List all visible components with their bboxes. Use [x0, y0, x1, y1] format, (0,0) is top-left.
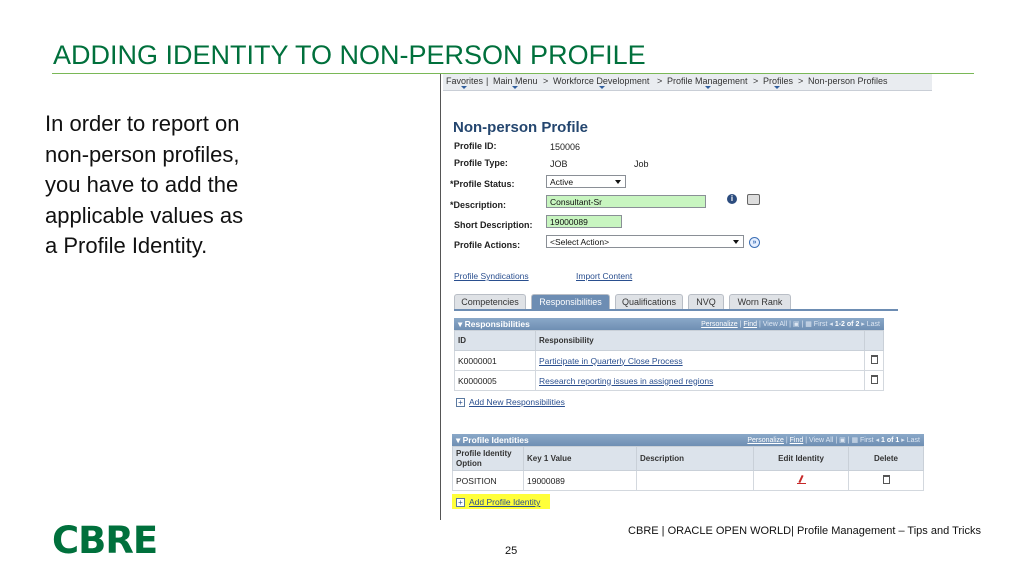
nav-separator: >: [798, 76, 804, 86]
nav-non-person-profiles[interactable]: Non-person Profiles: [808, 76, 888, 86]
profile-actions-label: Profile Actions:: [454, 240, 521, 250]
view-all-link[interactable]: View All: [808, 437, 834, 444]
column-header-edit-identity: Edit Identity: [754, 447, 849, 471]
zoom-icon[interactable]: ▣: [839, 437, 846, 444]
chevron-down-icon[interactable]: [512, 86, 518, 89]
tab-nvq[interactable]: NVQ: [688, 294, 724, 309]
nav-profile-management[interactable]: Profile Management: [667, 76, 748, 86]
responsibilities-grid-header: [454, 318, 884, 330]
chevron-down-icon[interactable]: [705, 86, 711, 89]
trash-icon[interactable]: [871, 375, 878, 384]
profile-identities-grid-header: [452, 434, 924, 446]
column-header-key-value: Key 1 Value: [524, 447, 637, 471]
tab-responsibilities[interactable]: Responsibilities: [531, 294, 610, 309]
column-header-delete: [865, 331, 884, 351]
find-link[interactable]: Find: [743, 321, 758, 328]
last-link[interactable]: Last: [906, 437, 920, 444]
tab-qualifications[interactable]: Qualifications: [615, 294, 683, 309]
import-content-link[interactable]: Import Content: [576, 271, 633, 281]
chevron-down-icon[interactable]: [599, 86, 605, 89]
row-count: 1-2 of 2: [834, 321, 860, 328]
profile-type-label: Profile Type:: [454, 158, 508, 168]
chevron-down-icon: [615, 180, 621, 184]
profile-syndications-link[interactable]: Profile Syndications: [454, 271, 529, 281]
column-header-responsibility: Responsibility: [536, 331, 865, 351]
first-link[interactable]: First: [860, 437, 874, 444]
last-link[interactable]: Last: [866, 321, 880, 328]
column-header-identity-option: Profile Identity Option: [453, 447, 524, 471]
personalize-link[interactable]: Personalize: [701, 321, 738, 328]
profile-type-description: Job: [634, 159, 649, 169]
footer-text: CBRE | ORACLE OPEN WORLD| Profile Management – Tips and Tricks: [628, 525, 981, 537]
tab-worn-rank[interactable]: Worn Rank: [729, 294, 791, 309]
description-field[interactable]: Consultant-Sr: [546, 195, 706, 208]
profile-identities-grid-title: ▾ Profile Identities: [456, 435, 529, 445]
nav-separator: |: [486, 76, 489, 86]
tab-competencies[interactable]: Competencies: [454, 294, 526, 309]
table-row: [455, 371, 884, 391]
profile-status-select[interactable]: [546, 175, 626, 188]
profile-identities-grid-tools: Personalize | Find | View All | ▣ | ▦ First ◂ 1 of 1 ▸ Last: [747, 437, 920, 444]
responsibility-id: K0000005: [455, 371, 536, 391]
next-arrow-icon[interactable]: ▸: [901, 437, 905, 444]
page-number: 25: [505, 545, 518, 557]
nav-workforce-development[interactable]: Workforce Development: [553, 76, 650, 86]
responsibilities-grid-tools: Personalize | Find | View All | ▣ | ▦ First ◂ 1-2 of 2 ▸ Last: [701, 321, 880, 328]
profile-status-label: *Profile Status:: [450, 179, 515, 189]
prev-arrow-icon[interactable]: ◂: [875, 437, 880, 444]
identity-description: [637, 471, 754, 491]
nav-separator: >: [543, 76, 549, 86]
nav-separator: >: [753, 76, 759, 86]
add-profile-identity-link[interactable]: + Add Profile Identity: [456, 497, 540, 507]
short-description-field[interactable]: 19000089: [546, 215, 622, 228]
responsibilities-grid-title: ▾ Responsibilities: [458, 319, 530, 329]
table-row: [455, 351, 884, 371]
responsibility-link[interactable]: Research reporting issues in assigned regions: [536, 371, 865, 391]
edit-pencil-icon[interactable]: [797, 475, 806, 484]
profile-actions-select[interactable]: [546, 235, 744, 248]
trash-icon[interactable]: [871, 355, 878, 364]
page-heading: Non-person Profile: [453, 119, 589, 136]
slide-title: ADDING IDENTITY TO NON-PERSON PROFILE: [53, 40, 646, 70]
row-count: 1 of 1: [881, 437, 900, 444]
body-text: In order to report on non-person profiles, you have to add the applicable values as a Profile Identity.: [45, 111, 244, 258]
first-link[interactable]: First: [813, 321, 828, 328]
trash-icon[interactable]: [883, 475, 890, 484]
identity-option-value: POSITION: [453, 471, 524, 491]
info-icon[interactable]: i: [727, 194, 737, 204]
next-arrow-icon[interactable]: ▸: [861, 321, 865, 328]
peoplesoft-screenshot: [440, 74, 932, 520]
short-description-label: Short Description:: [454, 220, 533, 230]
screenshot-left-border: [440, 74, 441, 520]
nav-profiles[interactable]: Profiles: [763, 76, 794, 86]
personalize-link[interactable]: Personalize: [747, 437, 784, 444]
view-all-link[interactable]: View All: [762, 321, 788, 328]
cbre-logo: CBRE: [52, 519, 158, 562]
go-arrow-icon[interactable]: »: [749, 237, 760, 248]
print-icon[interactable]: [747, 194, 760, 205]
identity-key-value: 19000089: [524, 471, 637, 491]
chevron-down-icon[interactable]: [461, 86, 467, 89]
prev-arrow-icon[interactable]: ◂: [829, 321, 833, 328]
breadcrumb-nav: [443, 74, 932, 91]
download-icon[interactable]: ▦: [805, 321, 812, 328]
profile-actions-value: <Select Action>: [550, 237, 610, 247]
tab-underline: [454, 309, 898, 311]
find-link[interactable]: Find: [789, 437, 804, 444]
column-header-description: Description: [637, 447, 754, 471]
responsibility-link[interactable]: Participate in Quarterly Close Process: [536, 351, 865, 371]
column-header-id: ID: [455, 331, 536, 351]
profile-id-value: 150006: [550, 142, 581, 152]
table-row: [453, 471, 924, 491]
profile-identities-table: [452, 446, 924, 491]
nav-separator: >: [657, 76, 663, 86]
zoom-icon[interactable]: ▣: [792, 321, 800, 328]
column-header-delete: Delete: [849, 447, 924, 471]
plus-icon[interactable]: +: [456, 498, 465, 507]
download-icon[interactable]: ▦: [851, 437, 859, 444]
plus-icon[interactable]: +: [456, 398, 465, 407]
responsibility-id: K0000001: [455, 351, 536, 371]
profile-status-value: Active: [550, 177, 574, 187]
profile-type-value: JOB: [550, 159, 568, 169]
responsibilities-table: [454, 330, 884, 391]
chevron-down-icon: [733, 240, 739, 244]
description-label: *Description:: [450, 200, 507, 210]
add-new-responsibilities-link[interactable]: + Add New Responsibilities: [456, 397, 565, 407]
chevron-down-icon[interactable]: [774, 86, 780, 89]
nav-main-menu[interactable]: Main Menu: [493, 76, 538, 86]
nav-favorites[interactable]: Favorites: [446, 76, 484, 86]
profile-id-label: Profile ID:: [454, 141, 497, 151]
